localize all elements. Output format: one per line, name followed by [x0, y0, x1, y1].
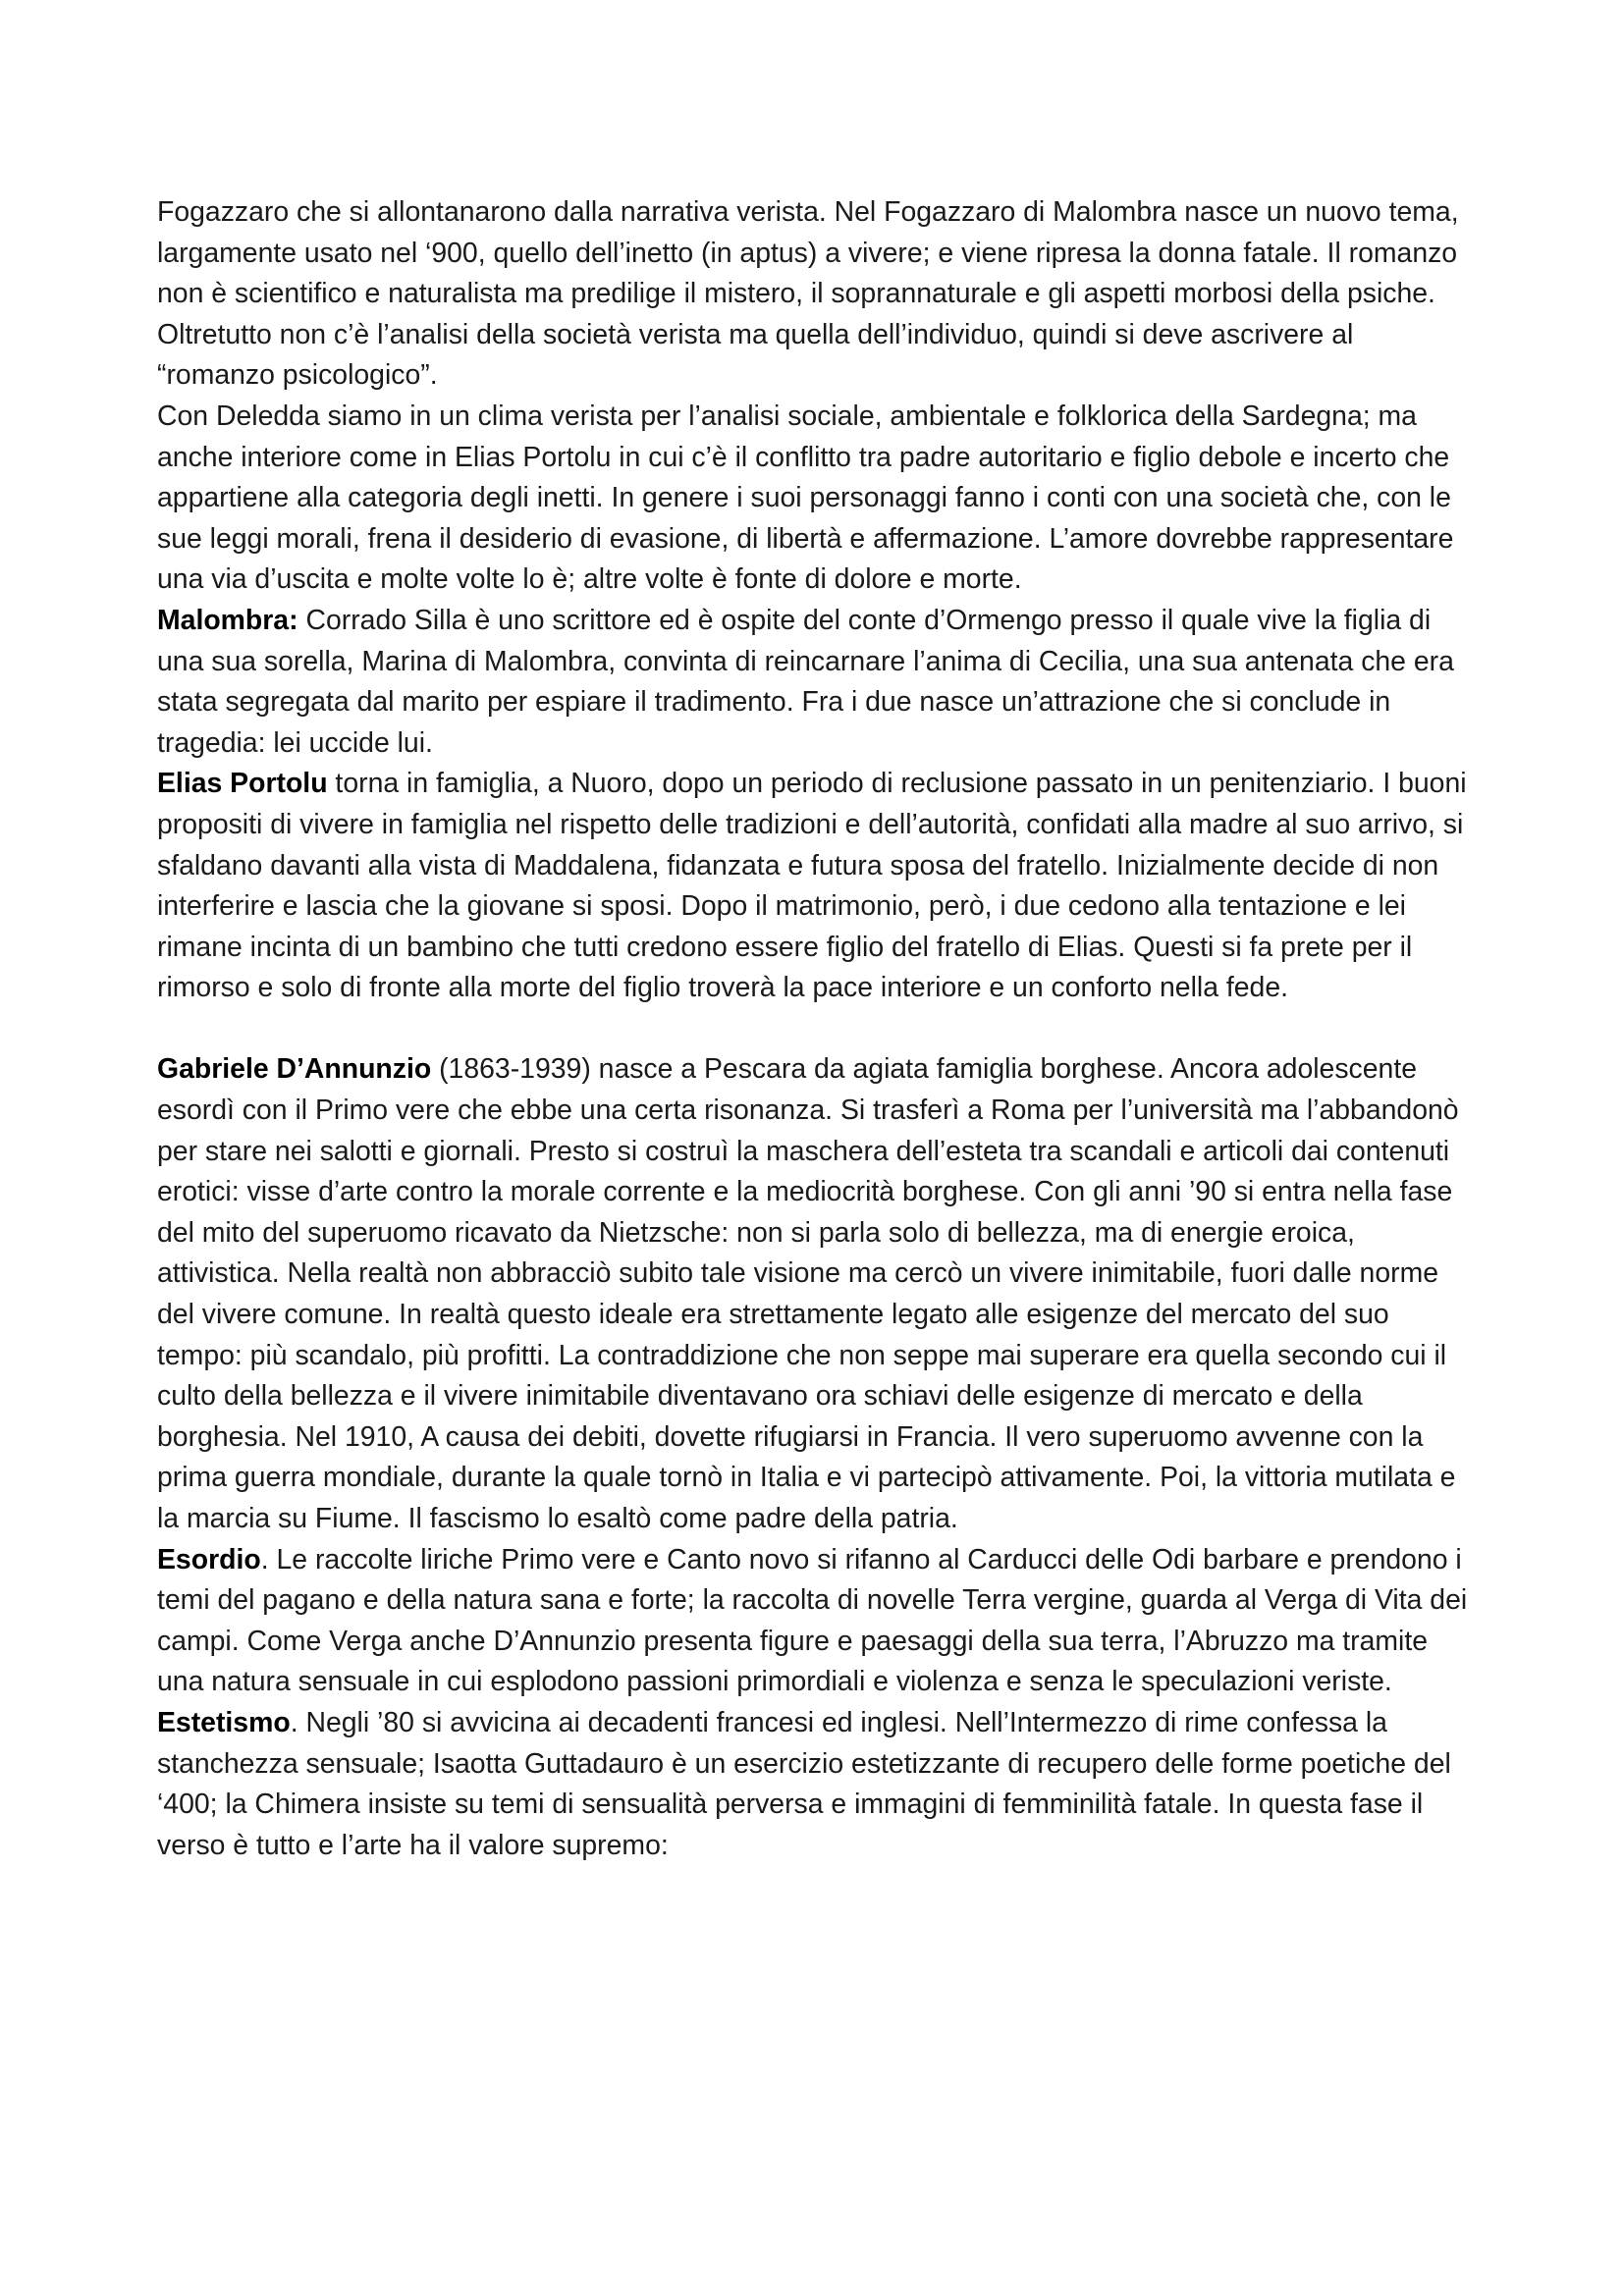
heading-dannunzio: Gabriele D’Annunzio: [157, 1053, 432, 1086]
document-page: [157, 192, 1473, 1866]
text-dannunzio: (1863-1939) nasce a Pescara da agiata famiglia borghese. Ancora adolescente esordì con il Primo vere che ebbe una certa risonanza. Si trasferì a Roma per l’università ma l’abbandonò per stare nei salotti e giornali. Presto si costruì la maschera dell’esteta tra scandali e articoli dai contenuti erotici: visse d’arte contro la morale corrente e la mediocrità borghese. Con gli anni ’90 si entra nella fase del mito del superuomo ricavato da Nietzsche: non si parla solo di bellezza, ma di energie eroica, attivistica. Nella realtà non abbracciò subito tale visione ma cercò un vivere inimitabile, fuori dalle norme del vivere comune. In realtà questo ideale era strettamente legato alle esigenze del mercato del suo tempo: più scandalo, più profitti. La contraddizione che non seppe mai superare era quella secondo cui il culto della bellezza e il vivere inimitabile diventavano ora schiavi delle esigenze di mercato e della borghesia. Nel 1910, A causa dei debiti, dovette rifugiarsi in Francia. Il vero superuomo avvenne con la prima guerra mondiale, durante la quale tornò in Italia e vi partecipò attivamente. Poi, la vittoria mutilata e la marcia su Fiume. Il fascismo lo esaltò come padre della patria.: [157, 1053, 1459, 1534]
paragraph-elias-portolu: [157, 764, 1473, 1009]
paragraph-dannunzio: [157, 1049, 1473, 1539]
paragraph-malombra: [157, 601, 1473, 764]
text-estetismo: . Negli ’80 si avvicina ai decadenti francesi ed inglesi. Nell’Intermezzo di rime confessa la stanchezza sensuale; Isaotta Guttadauro è un esercizio estetizzante di recupero delle forme poetiche del ‘400; la Chimera insiste su temi di sensualità perversa e immagini di femminilità fatale. In questa fase il verso è tutto e l’arte ha il valore supremo:: [157, 1706, 1451, 1861]
heading-esordio: Esordio: [157, 1543, 261, 1575]
text-esordio: . Le raccolte liriche Primo vere e Canto novo si rifanno al Carducci delle Odi barbare e prendono i temi del pagano e della natura sana e forte; la raccolta di novelle Terra vergine, guarda al Verga di Vita dei campi. Come Verga anche D’Annunzio presenta figure e paesaggi della sua terra, l’Abruzzo ma tramite una natura sensuale in cui esplodono passioni primordiali e violenza e senza le speculazioni veriste.: [157, 1543, 1468, 1698]
heading-elias-portolu: Elias Portolu: [157, 768, 328, 800]
heading-malombra: Malombra:: [157, 604, 298, 636]
paragraph-spacer: [157, 1009, 1473, 1050]
text-elias-portolu: torna in famiglia, a Nuoro, dopo un periodo di reclusione passato in un penitenziario. I buoni propositi di vivere in famiglia nel rispetto delle tradizioni e dell’autorità, confidati alla madre al suo arrivo, si sfaldano davanti alla vista di Maddalena, fidanzata e futura sposa del fratello. Inizialmente decide di non interferire e lascia che la giovane si sposi. Dopo il matrimonio, però, i due cedono alla tentazione e lei rimane incinta di un bambino che tutti credono essere figlio del fratello di Elias. Questi si fa prete per il rimorso e solo di fronte alla morte del figlio troverà la pace interiore e un conforto nella fede.: [157, 768, 1467, 1004]
paragraph-esordio: [157, 1540, 1473, 1703]
paragraph-estetismo: [157, 1703, 1473, 1866]
paragraph-fogazzaro: Fogazzaro che si allontanarono dalla narrativa verista. Nel Fogazzaro di Malombra nasce un nuovo tema, largamente usato nel ‘900, quello dell’inetto (in aptus) a vivere; e viene ripresa la donna fatale. Il romanzo non è scientifico e naturalista ma predilige il mistero, il soprannaturale e gli aspetti morbosi della psiche. Oltretutto non c’è l’analisi della società verista ma quella dell’individuo, quindi si deve ascrivere al “romanzo psicologico”.: [157, 196, 1459, 392]
text-malombra: Corrado Silla è uno scrittore ed è ospite del conte d’Ormengo presso il quale vive la figlia di una sua sorella, Marina di Malombra, convinta di reincarnare l’anima di Cecilia, una sua antenata che era stata segregata dal marito per espiare il tradimento. Fra i due nasce un’attrazione che si conclude in tragedia: lei uccide lui.: [157, 604, 1454, 759]
paragraph-deledda: Con Deledda siamo in un clima verista per l’analisi sociale, ambientale e folklorica della Sardegna; ma anche interiore come in Elias Portolu in cui c’è il conflitto tra padre autoritario e figlio debole e incerto che appartiene alla categoria degli inetti. In genere i suoi personaggi fanno i conti con una società che, con le sue leggi morali, frena il desiderio di evasione, di libertà e affermazione. L’amore dovrebbe rappresentare una via d’uscita e molte volte lo è; altre volte è fonte di dolore e morte.: [157, 400, 1454, 596]
heading-estetismo: Estetismo: [157, 1706, 291, 1738]
